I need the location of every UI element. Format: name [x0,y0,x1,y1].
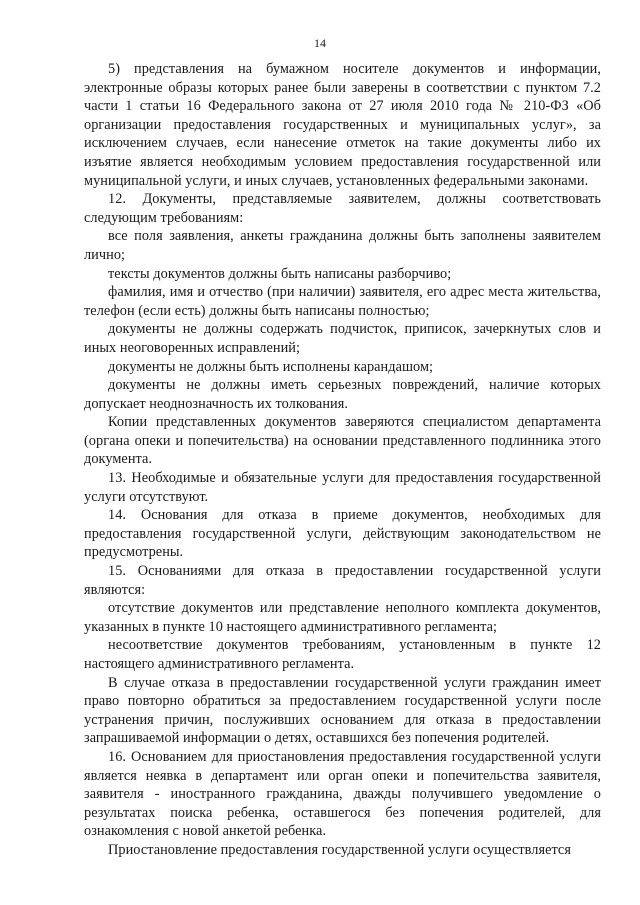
paragraph-section-12-heading: 12. Документы, представляемые заявителем, должны соответствовать следующим требованиям: [84,191,601,226]
paragraph-requirement-full-name: фамилия, имя и отчество (при наличии) заявителя, его адрес места жительства, телефон (если есть) должны быть написаны полностью; [84,284,601,319]
paragraph-section-13: 13. Необходимые и обязательные услуги для предоставления государственной услуги отсутствуют. [84,470,601,505]
paragraph-section-15-heading: 15. Основаниями для отказа в предоставлении государственной услуги являются: [84,563,601,598]
paragraph-copies-certified: Копии представленных документов заверяются специалистом департамента (органа опеки и попечительства) на основании представленного подлинника этого документа. [84,414,601,468]
page-number: 14 [314,36,326,50]
paragraph-refusal-reapply: В случае отказа в предоставлении государственной услуги гражданин имеет право повторно обратиться за предоставлением государственной услуги после устранения причин, послуживших основанием для отказа в предоставлении запрашиваемой информации о детях, оставшихся без попечения родителей. [84,674,601,747]
paragraph-requirement-no-corrections: документы не должны содержать подчисток, приписок, зачеркнутых слов и иных неоговоренных исправлений; [84,321,601,356]
document-body [84,60,601,860]
paragraph-item-5-reason: 5) представления на бумажном носителе документов и информации, электронные образы которых ранее были заверены в соответствии с пунктом 7.2 части 1 статьи 16 Федерального закона от 27 июля 2010 года № 210-ФЗ «Об организации предоставления государственных и муниципальных услуг», за исключением случаев, если нанесение отметок на такие документы либо их изъятие является необходимым условием предоставления государственной или муниципальной услуги, и иных случаев, установленных федеральными законами. [84,61,601,189]
paragraph-requirement-no-pencil: документы не должны быть исполнены карандашом; [108,358,434,375]
paragraph-requirement-fields: все поля заявления, анкеты гражданина должны быть заполнены заявителем лично; [84,228,601,263]
paragraph-suspension: Приостановление предоставления государственной услуги осуществляется [108,841,571,858]
paragraph-refusal-missing-docs: отсутствие документов или представление неполного комплекта документов, указанных в пункте 10 настоящего административного регламента; [84,600,601,635]
paragraph-refusal-noncompliance: несоответствие документов требованиям, установленным в пункте 12 настоящего административного регламента. [84,637,601,672]
paragraph-section-14: 14. Основания для отказа в приеме документов, необходимых для предоставления государственной услуги, действующим законодательством не предусмотрены. [84,507,601,561]
paragraph-requirement-legible: тексты документов должны быть написаны разборчиво; [108,265,452,282]
paragraph-section-16: 16. Основанием для приостановления предоставления государственной услуги является неявка в департамент или орган опеки и попечительства заявителя, заявителя - иностранного гражданина, дважды получившего уведомление о результатах поиска ребенка, оставшегося без попечения родителей, для ознакомления с новой анкетой ребенка. [84,748,601,840]
paragraph-requirement-no-damage: документы не должны иметь серьезных повреждений, наличие которых допускает неоднозначность их толкования. [84,377,601,412]
